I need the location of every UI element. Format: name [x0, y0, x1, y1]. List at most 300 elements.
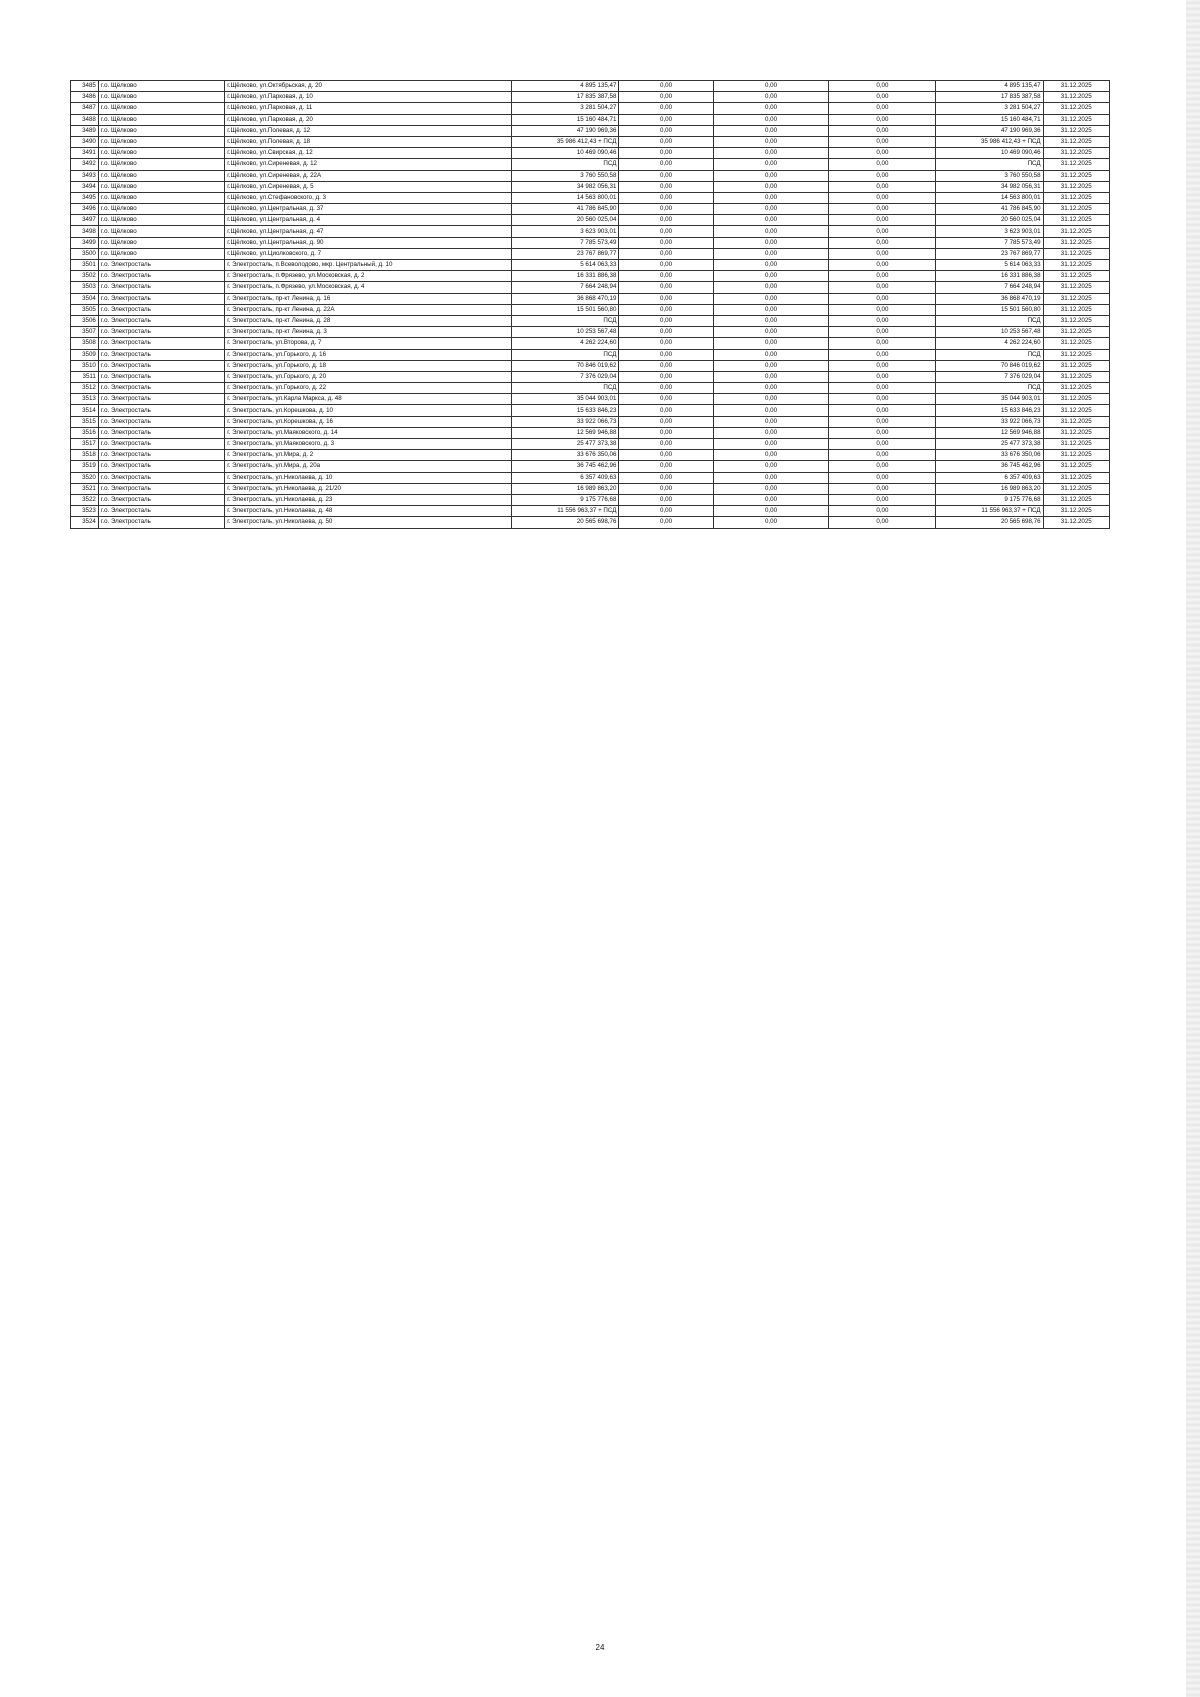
row-date: 31.12.2025: [1043, 92, 1109, 103]
row-amount: 15 501 560,80: [512, 304, 619, 315]
row-total: 10 469 090,46: [936, 148, 1043, 159]
row-id: 3503: [71, 282, 99, 293]
row-amount: 70 846 019,62: [512, 360, 619, 371]
row-id: 3493: [71, 170, 99, 181]
row-address: г. Электросталь, ул.Николаева, д. 10: [225, 472, 512, 483]
row-value: 0,00: [619, 237, 713, 248]
row-value: 0,00: [713, 293, 829, 304]
row-amount: ПСД: [512, 159, 619, 170]
row-amount: 17 835 387,58: [512, 92, 619, 103]
row-municipality: г.о. Щёлково: [98, 125, 224, 136]
row-total: 70 846 019,62: [936, 360, 1043, 371]
row-municipality: г.о. Щёлково: [98, 181, 224, 192]
row-value: 0,00: [713, 192, 829, 203]
row-address: г. Электросталь, пр-кт Ленина, д. 22А: [225, 304, 512, 315]
row-value: 0,00: [829, 226, 936, 237]
row-value: 0,00: [713, 439, 829, 450]
row-total: 35 044 903,01: [936, 394, 1043, 405]
row-address: г.Щёлково, ул.Центральная, д. 4: [225, 215, 512, 226]
row-id: 3485: [71, 81, 99, 92]
row-value: 0,00: [713, 472, 829, 483]
row-total: 12 569 946,88: [936, 427, 1043, 438]
row-value: 0,00: [713, 416, 829, 427]
row-total: 47 190 969,36: [936, 125, 1043, 136]
row-value: 0,00: [829, 159, 936, 170]
row-address: г. Электросталь, ул.Горького, д. 18: [225, 360, 512, 371]
row-value: 0,00: [829, 315, 936, 326]
row-date: 31.12.2025: [1043, 315, 1109, 326]
table-row: [71, 506, 1110, 517]
row-id: 3487: [71, 103, 99, 114]
row-value: 0,00: [619, 192, 713, 203]
row-total: 15 501 560,80: [936, 304, 1043, 315]
row-address: г. Электросталь, ул.Маяковского, д. 14: [225, 427, 512, 438]
row-value: 0,00: [619, 136, 713, 147]
row-value: 0,00: [829, 405, 936, 416]
row-value: 0,00: [829, 371, 936, 382]
row-municipality: г.о. Щёлково: [98, 148, 224, 159]
row-address: г.Щёлково, ул.Парковая, д. 10: [225, 92, 512, 103]
row-date: 31.12.2025: [1043, 226, 1109, 237]
row-value: 0,00: [829, 506, 936, 517]
row-municipality: г.о. Электросталь: [98, 461, 224, 472]
row-id: 3498: [71, 226, 99, 237]
row-value: 0,00: [619, 282, 713, 293]
row-value: 0,00: [619, 483, 713, 494]
row-id: 3505: [71, 304, 99, 315]
row-value: 0,00: [829, 215, 936, 226]
table-body: [71, 81, 1110, 529]
row-total: 4 262 224,60: [936, 338, 1043, 349]
row-value: 0,00: [713, 282, 829, 293]
row-address: г. Электросталь, ул.Корешкова, д. 16: [225, 416, 512, 427]
row-date: 31.12.2025: [1043, 181, 1109, 192]
row-amount: 25 477 373,38: [512, 439, 619, 450]
row-date: 31.12.2025: [1043, 125, 1109, 136]
row-date: 31.12.2025: [1043, 170, 1109, 181]
row-value: 0,00: [713, 148, 829, 159]
table-row: [71, 204, 1110, 215]
row-amount: 6 357 409,63: [512, 472, 619, 483]
row-date: 31.12.2025: [1043, 383, 1109, 394]
row-address: г. Электросталь, ул.Карла Маркса, д. 48: [225, 394, 512, 405]
row-id: 3507: [71, 327, 99, 338]
row-total: 6 357 409,63: [936, 472, 1043, 483]
row-date: 31.12.2025: [1043, 148, 1109, 159]
row-value: 0,00: [619, 315, 713, 326]
row-date: 31.12.2025: [1043, 293, 1109, 304]
row-id: 3495: [71, 192, 99, 203]
table-row: [71, 315, 1110, 326]
row-amount: 16 331 886,38: [512, 271, 619, 282]
row-date: 31.12.2025: [1043, 237, 1109, 248]
row-amount: 7 785 573,49: [512, 237, 619, 248]
row-value: 0,00: [829, 450, 936, 461]
row-address: г. Электросталь, п.Фрязево, ул.Московская, д. 2: [225, 271, 512, 282]
table-row: [71, 427, 1110, 438]
row-amount: 36 745 462,96: [512, 461, 619, 472]
row-value: 0,00: [713, 136, 829, 147]
row-value: 0,00: [619, 114, 713, 125]
row-total: 41 786 845,90: [936, 204, 1043, 215]
row-address: г. Электросталь, ул.Николаева, д. 48: [225, 506, 512, 517]
row-amount: 34 982 056,31: [512, 181, 619, 192]
row-date: 31.12.2025: [1043, 517, 1109, 528]
row-municipality: г.о. Щёлково: [98, 237, 224, 248]
row-value: 0,00: [829, 81, 936, 92]
row-municipality: г.о. Щёлково: [98, 192, 224, 203]
row-address: г.Щёлково, ул.Полевая, д. 12: [225, 125, 512, 136]
row-value: 0,00: [713, 405, 829, 416]
row-amount: 9 175 776,68: [512, 494, 619, 505]
row-id: 3509: [71, 349, 99, 360]
row-id: 3500: [71, 248, 99, 259]
table-row: [71, 517, 1110, 528]
row-date: 31.12.2025: [1043, 494, 1109, 505]
row-value: 0,00: [619, 293, 713, 304]
row-total: 3 281 504,27: [936, 103, 1043, 114]
row-value: 0,00: [829, 248, 936, 259]
row-amount: 47 190 969,36: [512, 125, 619, 136]
row-value: 0,00: [619, 472, 713, 483]
row-municipality: г.о. Щёлково: [98, 103, 224, 114]
row-value: 0,00: [619, 327, 713, 338]
row-address: г.Щёлково, ул.Стефановского, д. 3: [225, 192, 512, 203]
row-value: 0,00: [619, 394, 713, 405]
row-total: 16 989 863,20: [936, 483, 1043, 494]
row-value: 0,00: [713, 181, 829, 192]
row-value: 0,00: [619, 383, 713, 394]
row-amount: 35 986 412,43 + ПСД: [512, 136, 619, 147]
row-value: 0,00: [619, 461, 713, 472]
row-value: 0,00: [619, 204, 713, 215]
table-row: [71, 237, 1110, 248]
row-date: 31.12.2025: [1043, 461, 1109, 472]
row-value: 0,00: [713, 461, 829, 472]
row-address: г. Электросталь, ул.Горького, д. 22: [225, 383, 512, 394]
row-total: ПСД: [936, 159, 1043, 170]
scan-edge: [1186, 0, 1200, 1697]
table-row: [71, 494, 1110, 505]
row-id: 3521: [71, 483, 99, 494]
row-value: 0,00: [829, 125, 936, 136]
row-municipality: г.о. Щёлково: [98, 114, 224, 125]
row-municipality: г.о. Электросталь: [98, 327, 224, 338]
row-value: 0,00: [829, 192, 936, 203]
row-municipality: г.о. Электросталь: [98, 405, 224, 416]
row-address: г. Электросталь, пр-кт Ленина, д. 16: [225, 293, 512, 304]
row-amount: 4 895 135,47: [512, 81, 619, 92]
row-total: 11 556 963,37 + ПСД: [936, 506, 1043, 517]
row-date: 31.12.2025: [1043, 114, 1109, 125]
row-total: 25 477 373,38: [936, 439, 1043, 450]
row-value: 0,00: [619, 159, 713, 170]
row-amount: 33 922 066,73: [512, 416, 619, 427]
row-id: 3522: [71, 494, 99, 505]
row-total: 33 676 350,06: [936, 450, 1043, 461]
row-value: 0,00: [713, 427, 829, 438]
row-value: 0,00: [829, 304, 936, 315]
row-value: 0,00: [829, 271, 936, 282]
table-row: [71, 192, 1110, 203]
table-row: [71, 260, 1110, 271]
row-address: г.Щёлково, ул.Циолковского, д. 7: [225, 248, 512, 259]
row-value: 0,00: [619, 181, 713, 192]
row-value: 0,00: [829, 394, 936, 405]
row-value: 0,00: [829, 327, 936, 338]
row-id: 3517: [71, 439, 99, 450]
row-value: 0,00: [619, 416, 713, 427]
row-value: 0,00: [829, 136, 936, 147]
row-value: 0,00: [713, 114, 829, 125]
row-value: 0,00: [619, 506, 713, 517]
table-row: [71, 170, 1110, 181]
row-value: 0,00: [619, 338, 713, 349]
page-number: 24: [595, 1643, 605, 1652]
row-date: 31.12.2025: [1043, 472, 1109, 483]
row-value: 0,00: [829, 461, 936, 472]
row-municipality: г.о. Электросталь: [98, 349, 224, 360]
table-row: [71, 271, 1110, 282]
row-id: 3489: [71, 125, 99, 136]
row-value: 0,00: [829, 338, 936, 349]
row-total: 9 175 776,68: [936, 494, 1043, 505]
row-municipality: г.о. Электросталь: [98, 338, 224, 349]
row-id: 3514: [71, 405, 99, 416]
row-value: 0,00: [619, 304, 713, 315]
row-value: 0,00: [713, 170, 829, 181]
table-row: [71, 383, 1110, 394]
row-municipality: г.о. Электросталь: [98, 416, 224, 427]
row-address: г. Электросталь, ул.Николаева, д. 50: [225, 517, 512, 528]
row-date: 31.12.2025: [1043, 215, 1109, 226]
row-total: 23 767 869,77: [936, 248, 1043, 259]
row-value: 0,00: [619, 427, 713, 438]
row-address: г. Электросталь, пр-кт Ленина, д. 3: [225, 327, 512, 338]
row-total: 7 785 573,49: [936, 237, 1043, 248]
row-value: 0,00: [713, 371, 829, 382]
row-id: 3512: [71, 383, 99, 394]
row-date: 31.12.2025: [1043, 260, 1109, 271]
row-value: 0,00: [829, 427, 936, 438]
row-value: 0,00: [713, 103, 829, 114]
row-value: 0,00: [713, 215, 829, 226]
row-date: 31.12.2025: [1043, 427, 1109, 438]
row-municipality: г.о. Щёлково: [98, 226, 224, 237]
table-row: [71, 114, 1110, 125]
row-id: 3518: [71, 450, 99, 461]
row-address: г.Щёлково, ул.Свирская, д. 12: [225, 148, 512, 159]
row-address: г. Электросталь, ул.Корешкова, д. 10: [225, 405, 512, 416]
row-value: 0,00: [829, 204, 936, 215]
row-municipality: г.о. Электросталь: [98, 260, 224, 271]
row-amount: ПСД: [512, 349, 619, 360]
row-date: 31.12.2025: [1043, 416, 1109, 427]
row-value: 0,00: [829, 181, 936, 192]
row-value: 0,00: [829, 103, 936, 114]
row-value: 0,00: [829, 439, 936, 450]
row-id: 3486: [71, 92, 99, 103]
row-value: 0,00: [829, 260, 936, 271]
row-municipality: г.о. Щёлково: [98, 159, 224, 170]
row-id: 3501: [71, 260, 99, 271]
row-total: 14 563 800,01: [936, 192, 1043, 203]
table-row: [71, 371, 1110, 382]
row-date: 31.12.2025: [1043, 304, 1109, 315]
row-value: 0,00: [829, 517, 936, 528]
row-value: 0,00: [713, 349, 829, 360]
row-municipality: г.о. Электросталь: [98, 282, 224, 293]
table-row: [71, 226, 1110, 237]
row-value: 0,00: [619, 517, 713, 528]
row-value: 0,00: [829, 483, 936, 494]
row-address: г. Электросталь, ул.Маяковского, д. 3: [225, 439, 512, 450]
row-id: 3506: [71, 315, 99, 326]
row-amount: ПСД: [512, 383, 619, 394]
row-address: г. Электросталь, п.Фрязево, ул.Московская, д. 4: [225, 282, 512, 293]
row-value: 0,00: [829, 170, 936, 181]
row-municipality: г.о. Щёлково: [98, 81, 224, 92]
table-row: [71, 349, 1110, 360]
row-value: 0,00: [619, 170, 713, 181]
row-total: 5 614 063,33: [936, 260, 1043, 271]
row-total: 36 745 462,96: [936, 461, 1043, 472]
row-amount: 35 044 903,01: [512, 394, 619, 405]
row-value: 0,00: [829, 360, 936, 371]
row-total: 34 982 056,31: [936, 181, 1043, 192]
row-address: г.Щёлково, ул.Сиреневая, д. 22А: [225, 170, 512, 181]
row-total: 3 760 550,58: [936, 170, 1043, 181]
row-id: 3511: [71, 371, 99, 382]
row-date: 31.12.2025: [1043, 405, 1109, 416]
row-value: 0,00: [829, 148, 936, 159]
row-value: 0,00: [829, 114, 936, 125]
row-id: 3499: [71, 237, 99, 248]
row-id: 3520: [71, 472, 99, 483]
row-date: 31.12.2025: [1043, 439, 1109, 450]
row-municipality: г.о. Щёлково: [98, 204, 224, 215]
table-row: [71, 248, 1110, 259]
row-value: 0,00: [713, 260, 829, 271]
row-date: 31.12.2025: [1043, 394, 1109, 405]
row-value: 0,00: [829, 282, 936, 293]
table-row: [71, 394, 1110, 405]
row-date: 31.12.2025: [1043, 282, 1109, 293]
row-id: 3502: [71, 271, 99, 282]
row-value: 0,00: [619, 148, 713, 159]
table-row: [71, 472, 1110, 483]
row-value: 0,00: [713, 271, 829, 282]
row-value: 0,00: [619, 439, 713, 450]
row-total: 3 623 903,01: [936, 226, 1043, 237]
row-id: 3504: [71, 293, 99, 304]
row-id: 3515: [71, 416, 99, 427]
row-municipality: г.о. Электросталь: [98, 506, 224, 517]
row-value: 0,00: [829, 494, 936, 505]
row-date: 31.12.2025: [1043, 360, 1109, 371]
row-value: 0,00: [829, 349, 936, 360]
row-value: 0,00: [713, 450, 829, 461]
table-row: [71, 159, 1110, 170]
row-total: 16 331 886,38: [936, 271, 1043, 282]
row-municipality: г.о. Электросталь: [98, 304, 224, 315]
row-value: 0,00: [713, 304, 829, 315]
row-total: ПСД: [936, 349, 1043, 360]
row-amount: 33 676 350,06: [512, 450, 619, 461]
row-amount: 23 767 869,77: [512, 248, 619, 259]
row-value: 0,00: [713, 92, 829, 103]
row-date: 31.12.2025: [1043, 371, 1109, 382]
row-date: 31.12.2025: [1043, 327, 1109, 338]
row-amount: 36 868 470,19: [512, 293, 619, 304]
row-value: 0,00: [619, 371, 713, 382]
row-municipality: г.о. Электросталь: [98, 472, 224, 483]
row-address: г.Щёлково, ул.Октябрьская, д. 20: [225, 81, 512, 92]
row-value: 0,00: [713, 237, 829, 248]
row-municipality: г.о. Щёлково: [98, 92, 224, 103]
row-value: 0,00: [713, 338, 829, 349]
row-value: 0,00: [713, 125, 829, 136]
row-value: 0,00: [713, 383, 829, 394]
row-value: 0,00: [713, 483, 829, 494]
table-row: [71, 483, 1110, 494]
row-date: 31.12.2025: [1043, 204, 1109, 215]
row-id: 3491: [71, 148, 99, 159]
row-total: 17 835 387,58: [936, 92, 1043, 103]
row-id: 3488: [71, 114, 99, 125]
row-address: г.Щёлково, ул.Парковая, д. 11: [225, 103, 512, 114]
table-row: [71, 416, 1110, 427]
row-id: 3508: [71, 338, 99, 349]
row-municipality: г.о. Щёлково: [98, 215, 224, 226]
row-address: г. Электросталь, ул.Мира, д. 20а: [225, 461, 512, 472]
row-amount: 4 262 224,60: [512, 338, 619, 349]
row-date: 31.12.2025: [1043, 271, 1109, 282]
row-value: 0,00: [829, 472, 936, 483]
table-row: [71, 304, 1110, 315]
row-id: 3513: [71, 394, 99, 405]
row-municipality: г.о. Электросталь: [98, 483, 224, 494]
row-total: ПСД: [936, 315, 1043, 326]
row-municipality: г.о. Щёлково: [98, 248, 224, 259]
table-row: [71, 181, 1110, 192]
row-value: 0,00: [713, 159, 829, 170]
row-value: 0,00: [713, 81, 829, 92]
row-value: 0,00: [713, 204, 829, 215]
row-address: г. Электросталь, ул.Горького, д. 16: [225, 349, 512, 360]
row-address: г. Электросталь, ул.Второва, д. 7: [225, 338, 512, 349]
row-value: 0,00: [619, 81, 713, 92]
row-date: 31.12.2025: [1043, 103, 1109, 114]
row-amount: 10 253 567,48: [512, 327, 619, 338]
row-total: 36 868 470,19: [936, 293, 1043, 304]
row-municipality: г.о. Щёлково: [98, 136, 224, 147]
row-total: 20 565 698,76: [936, 517, 1043, 528]
row-value: 0,00: [713, 394, 829, 405]
row-value: 0,00: [713, 517, 829, 528]
row-value: 0,00: [619, 360, 713, 371]
row-address: г.Щёлково, ул.Парковая, д. 20: [225, 114, 512, 125]
row-amount: 11 556 963,37 + ПСД: [512, 506, 619, 517]
table-row: [71, 92, 1110, 103]
row-value: 0,00: [713, 226, 829, 237]
table-row: [71, 360, 1110, 371]
row-total: 33 922 066,73: [936, 416, 1043, 427]
row-id: 3519: [71, 461, 99, 472]
row-address: г. Электросталь, ул.Николаева, д. 21/20: [225, 483, 512, 494]
row-address: г.Щёлково, ул.Сиреневая, д. 12: [225, 159, 512, 170]
row-value: 0,00: [829, 416, 936, 427]
